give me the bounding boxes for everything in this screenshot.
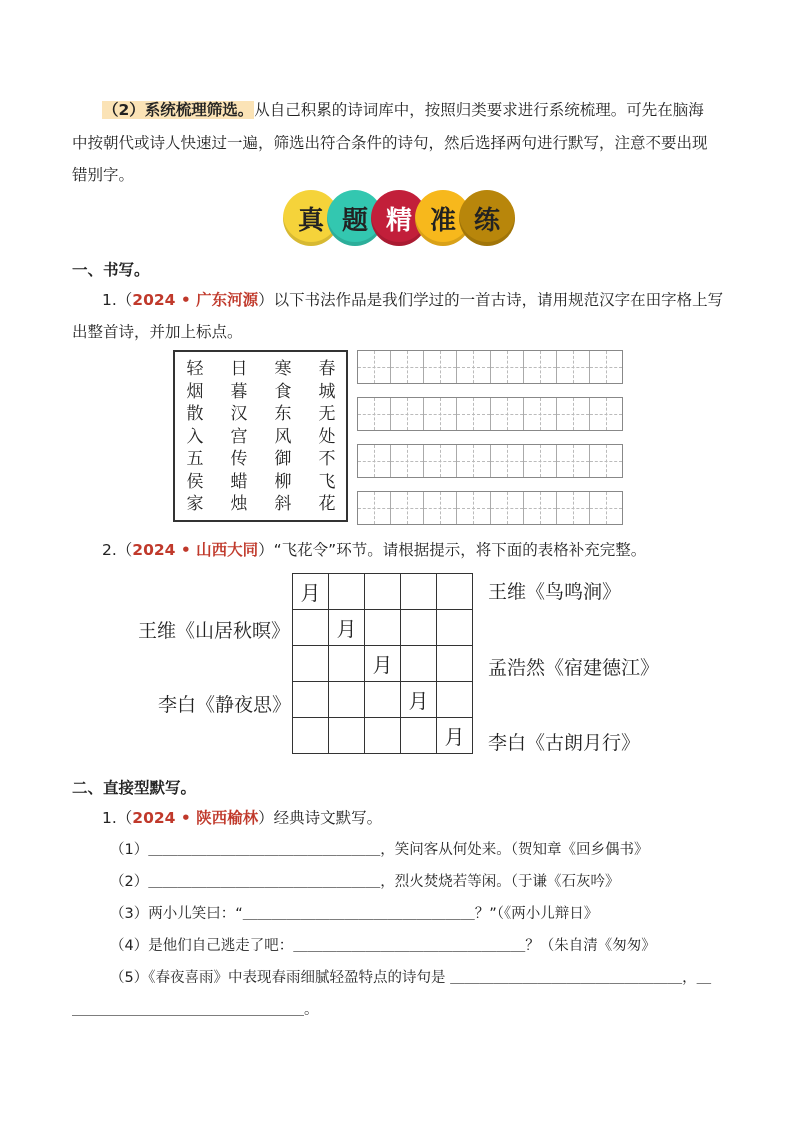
tianzige-cell[interactable] <box>491 398 524 430</box>
s1-q1-source: 2024 • 广东河源 <box>132 291 259 309</box>
grid-cell-blank[interactable] <box>329 646 365 682</box>
tianzige-cell[interactable] <box>557 445 590 477</box>
tianzige-cell[interactable] <box>457 398 490 430</box>
s1-q1-num: 1.（ <box>102 291 133 309</box>
clue-row-4: 李白《静夜思》 <box>158 694 292 716</box>
tianzige-cell[interactable] <box>358 398 391 430</box>
tianzige-cell[interactable] <box>524 445 557 477</box>
calligraphy-char: 宫 <box>230 426 248 447</box>
tianzige-cell[interactable] <box>358 351 391 383</box>
grid-cell-blank[interactable] <box>401 574 437 610</box>
calligraphy-char: 五 <box>186 449 204 469</box>
grid-cell-blank[interactable] <box>293 646 329 682</box>
calligraphy-column-4 <box>313 358 341 516</box>
s1-q1-line-2: 出整首诗，并加上标点。 <box>72 323 243 341</box>
section2-heading: 二、直接型默写。 <box>72 779 197 797</box>
grid-cell-filled: 月 <box>401 682 437 718</box>
tianzige-cell[interactable] <box>590 398 622 430</box>
tianzige-cell[interactable] <box>524 492 557 524</box>
calligraphy-char: 入 <box>186 426 204 447</box>
s2-q1-line <box>102 806 382 828</box>
grid-cell-blank[interactable] <box>365 610 401 646</box>
grid-cell-blank[interactable] <box>437 682 473 718</box>
calligraphy-char: 烛 <box>230 494 248 514</box>
tianzige-cell[interactable] <box>424 445 457 477</box>
tianzige-cell[interactable] <box>557 351 590 383</box>
tianzige-cell[interactable] <box>524 351 557 383</box>
tianzige-cell[interactable] <box>457 492 490 524</box>
grid-cell-filled: 月 <box>437 718 473 754</box>
tianzige-cell[interactable] <box>391 398 424 430</box>
section1-heading: 一、书写。 <box>72 261 150 279</box>
grid-cell-filled: 月 <box>329 610 365 646</box>
s1-q2-source: 2024 • 山西大同 <box>132 541 259 559</box>
clue-row-2: 王维《山居秋暝》 <box>138 620 291 642</box>
tianzige-cell[interactable] <box>457 445 490 477</box>
fill-item-5-continuation[interactable]: ＿＿＿＿＿＿＿＿＿＿＿＿＿＿＿＿。 <box>72 1002 319 1018</box>
grid-cell-blank[interactable] <box>329 718 365 754</box>
clue-row-5: 李白《古朗月行》 <box>488 732 641 754</box>
banner-char-5: 练 <box>459 190 515 246</box>
banner-char-1: 真 <box>283 190 339 246</box>
grid-cell-blank[interactable] <box>365 574 401 610</box>
calligraphy-char: 烟 <box>186 381 204 402</box>
tianzige-cell[interactable] <box>457 351 490 383</box>
s2-q1-text: ）经典诗文默写。 <box>258 809 383 827</box>
grid-cell-filled: 月 <box>365 646 401 682</box>
grid-cell-blank[interactable] <box>365 718 401 754</box>
s1-q2-text: ）“飞花令”环节。请根据提示，将下面的表格补充完整。 <box>258 541 647 559</box>
calligraphy-char: 寒 <box>274 359 292 379</box>
grid-cell-blank[interactable] <box>365 682 401 718</box>
banner-char-3: 精 <box>371 190 427 246</box>
fill-item-3[interactable]: （3）两小儿笑曰：“＿＿＿＿＿＿＿＿＿＿＿＿＿＿＿＿？”（《两小儿辩日》 <box>110 906 599 922</box>
grid-cell-blank[interactable] <box>437 610 473 646</box>
calligraphy-char: 城 <box>318 381 336 402</box>
calligraphy-char: 轻 <box>186 359 204 379</box>
s1-q1-line-1 <box>102 288 723 310</box>
tianzige-row-1[interactable] <box>357 350 623 384</box>
grid-cell-blank[interactable] <box>437 646 473 682</box>
feihualing-grid <box>292 573 473 754</box>
tianzige-cell[interactable] <box>557 398 590 430</box>
intro-label: （2）系统梳理筛选。 <box>103 101 254 119</box>
calligraphy-char: 汉 <box>230 404 248 424</box>
s2-q1-source: 2024 • 陕西榆林 <box>132 809 259 827</box>
grid-cell-blank[interactable] <box>329 574 365 610</box>
calligraphy-char: 东 <box>274 404 292 424</box>
calligraphy-char: 蜡 <box>230 471 248 492</box>
tianzige-cell[interactable] <box>391 445 424 477</box>
tianzige-cell[interactable] <box>424 492 457 524</box>
grid-cell-blank[interactable] <box>401 646 437 682</box>
grid-cell-blank[interactable] <box>401 718 437 754</box>
tianzige-row-3[interactable] <box>357 444 623 478</box>
grid-cell-blank[interactable] <box>293 718 329 754</box>
intro-line-3: 错别字。 <box>72 166 135 184</box>
intro-text-1: 从自己积累的诗词库中，按照归类要求进行系统梳理。可先在脑海 <box>254 101 704 119</box>
tianzige-cell[interactable] <box>590 445 622 477</box>
calligraphy-char: 御 <box>274 449 292 469</box>
tianzige-cell[interactable] <box>590 351 622 383</box>
tianzige-cell[interactable] <box>557 492 590 524</box>
tianzige-cell[interactable] <box>391 492 424 524</box>
tianzige-cell[interactable] <box>424 351 457 383</box>
tianzige-cell[interactable] <box>524 398 557 430</box>
calligraphy-char: 风 <box>274 426 292 447</box>
calligraphy-char: 不 <box>318 449 336 469</box>
calligraphy-column-2 <box>225 358 253 516</box>
tianzige-cell[interactable] <box>491 445 524 477</box>
tianzige-row-2[interactable] <box>357 397 623 431</box>
grid-cell-blank[interactable] <box>329 682 365 718</box>
calligraphy-char: 侯 <box>186 471 204 492</box>
intro-line-1 <box>102 98 704 120</box>
grid-cell-blank[interactable] <box>293 610 329 646</box>
calligraphy-char: 无 <box>318 404 336 424</box>
grid-cell-blank[interactable] <box>401 610 437 646</box>
calligraphy-char: 日 <box>230 359 248 379</box>
calligraphy-char: 家 <box>186 494 204 514</box>
banner-char-4: 准 <box>415 190 471 246</box>
calligraphy-char: 斜 <box>274 494 292 514</box>
calligraphy-char: 春 <box>318 359 336 379</box>
fill-item-2[interactable]: （2）＿＿＿＿＿＿＿＿＿＿＿＿＿＿＿＿，烈火焚烧若等闲。（于谦《石灰吟》 <box>110 874 620 890</box>
tianzige-row-4[interactable] <box>357 491 623 525</box>
calligraphy-char: 花 <box>318 494 336 514</box>
intro-line-2: 中按朝代或诗人快速过一遍，筛选出符合条件的诗句，然后选择两句进行默写，注意不要出现 <box>72 134 708 152</box>
calligraphy-char: 暮 <box>230 381 248 402</box>
grid-cell-filled: 月 <box>293 574 329 610</box>
fill-item-5[interactable]: （5）《春夜喜雨》中表现春雨细腻轻盈特点的诗句是 ＿＿＿＿＿＿＿＿＿＿＿＿＿＿＿＿，＿ <box>110 970 712 986</box>
fill-item-4[interactable]: （4）是他们自己逃走了吧：＿＿＿＿＿＿＿＿＿＿＿＿＿＿＿＿？（朱自清《匆匆》 <box>110 938 656 954</box>
calligraphy-char: 食 <box>274 381 292 402</box>
calligraphy-char: 传 <box>230 449 248 469</box>
calligraphy-char: 处 <box>318 426 336 447</box>
s1-q2-num: 2.（ <box>102 541 133 559</box>
s2-q1-num: 1.（ <box>102 809 133 827</box>
s1-q1-text-1: ）以下书法作品是我们学过的一首古诗，请用规范汉字在田字格上写 <box>258 291 724 309</box>
fill-item-1[interactable]: （1）＿＿＿＿＿＿＿＿＿＿＿＿＿＿＿＿，笑问客从何处来。（贺知章《回乡偶书》 <box>110 842 649 858</box>
calligraphy-column-1 <box>181 358 209 516</box>
tianzige-cell[interactable] <box>424 398 457 430</box>
calligraphy-char: 柳 <box>274 471 292 492</box>
tianzige-cell[interactable] <box>491 351 524 383</box>
tianzige-cell[interactable] <box>590 492 622 524</box>
s1-q2-line <box>102 538 646 560</box>
calligraphy-char: 散 <box>186 404 204 424</box>
tianzige-cell[interactable] <box>491 492 524 524</box>
grid-cell-blank[interactable] <box>293 682 329 718</box>
clue-row-3: 孟浩然《宿建德江》 <box>488 657 660 679</box>
tianzige-cell[interactable] <box>391 351 424 383</box>
calligraphy-char: 飞 <box>318 471 336 492</box>
clue-row-1: 王维《鸟鸣涧》 <box>488 581 622 603</box>
banner-char-2: 题 <box>327 190 383 246</box>
calligraphy-column-3 <box>269 358 297 516</box>
tianzige-cell[interactable] <box>358 492 391 524</box>
calligraphy-artwork <box>173 350 348 522</box>
tianzige-cell[interactable] <box>358 445 391 477</box>
grid-cell-blank[interactable] <box>437 574 473 610</box>
